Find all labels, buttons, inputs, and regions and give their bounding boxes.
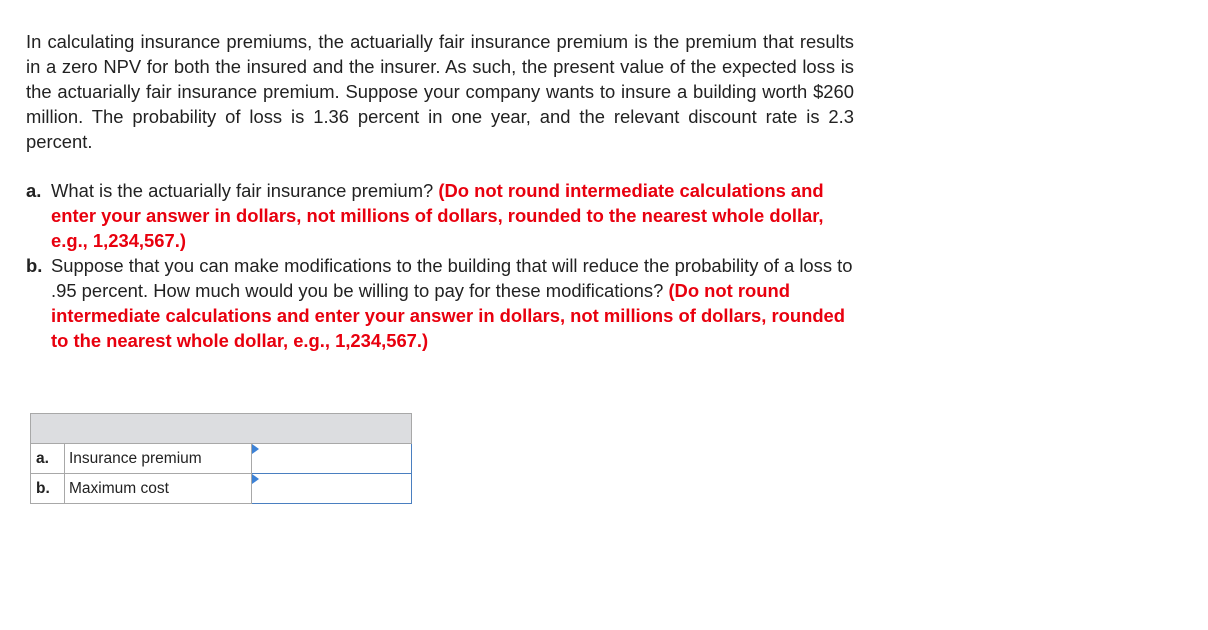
question-text: Suppose that you can make modifications to the building that will reduce the probability of a loss to .95 percent. How much would you be willing to pay for these modifications? [51,255,853,301]
header-cell [31,414,412,444]
question-letter: b. [26,255,43,276]
table-row [31,444,412,474]
answer-marker-icon [252,444,259,454]
question-letter: a. [26,180,42,201]
answer-marker-icon [252,474,259,484]
question-list [26,178,856,353]
question-text: What is the actuarially fair insurance premium? [51,180,439,201]
question-body [51,178,856,253]
row-letter: a. [31,444,65,474]
answer-table-header [31,414,412,444]
problem-intro: In calculating insurance premiums, the actuarially fair insurance premium is the premium that results in a zero NPV for both the insured and the insurer. As such, the present value of the expected loss is the actuarially fair insurance premium. Suppose your company wants to insure a building worth $260 million. The probability of loss is 1.36 percent in one year, and the relevant discount rate is 2.3 percent. [26,31,854,152]
table-row [31,474,412,504]
row-label: Insurance premium [65,444,252,474]
insurance-premium-input[interactable] [252,445,411,472]
row-letter: b. [31,474,65,504]
question-b [26,253,856,353]
insurance-premium-cell [252,444,412,474]
question-a [26,178,856,253]
question-instruction: (Do not round intermediate calculations and enter your answer in dollars, not millions of dollars, rounded to the nearest whole dollar, e.g., 1,234,567.) [51,180,824,251]
maximum-cost-cell [252,474,412,504]
question-body [51,253,856,353]
maximum-cost-input[interactable] [252,475,411,502]
question-instruction: (Do not round intermediate calculations and enter your answer in dollars, not millions of dollars, rounded to the nearest whole dollar, e.g., 1,234,567.) [51,280,846,351]
row-label: Maximum cost [65,474,252,504]
answer-table [30,413,412,504]
